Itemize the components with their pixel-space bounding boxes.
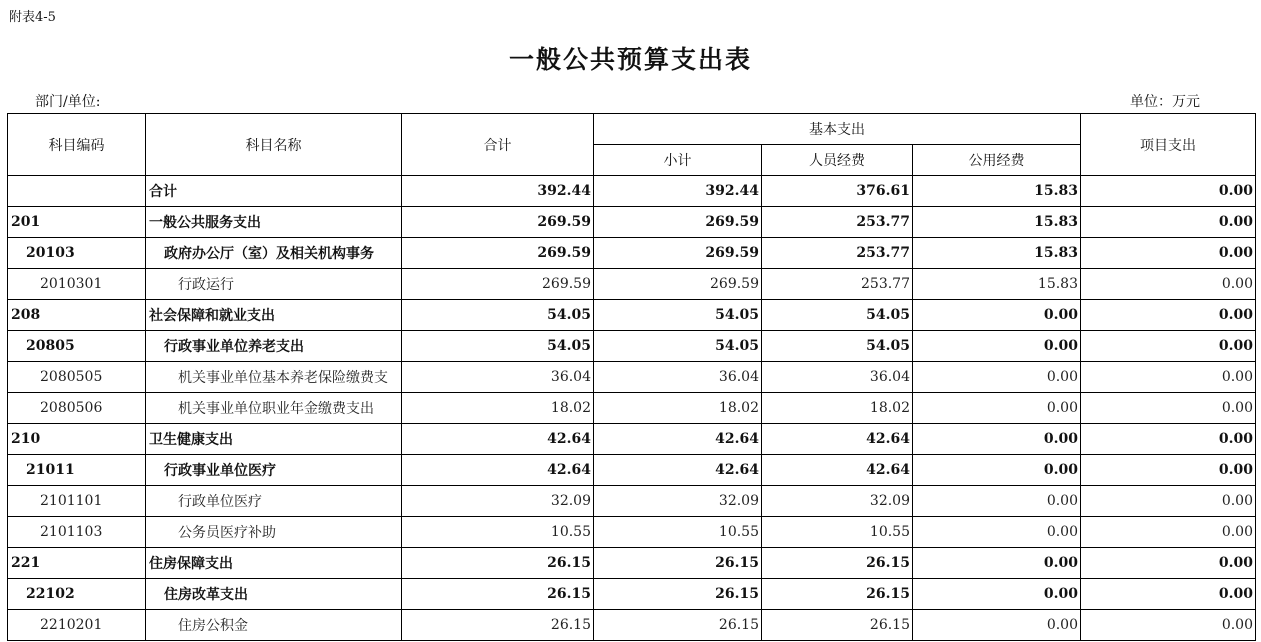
cell-personnel: 253.77 [762,207,913,238]
cell-code [8,176,146,207]
cell-personnel: 26.15 [762,610,913,641]
header-total: 合计 [402,114,594,176]
cell-public: 0.00 [913,300,1081,331]
cell-project: 0.00 [1081,269,1256,300]
table-row [8,269,1256,300]
cell-code: 208 [8,300,146,331]
cell-code: 2101101 [8,486,146,517]
cell-code: 201 [8,207,146,238]
cell-subtotal: 26.15 [594,610,762,641]
cell-name: 公务员医疗补助 [146,517,402,548]
cell-name: 行政事业单位医疗 [146,455,402,486]
cell-project: 0.00 [1081,176,1256,207]
unit-label: 单位：万元 [1130,94,1200,110]
page-title: 一般公共预算支出表 [508,45,752,74]
cell-public: 0.00 [913,579,1081,610]
header-public: 公用经费 [913,145,1081,176]
cell-code: 20805 [8,331,146,362]
cell-subtotal: 42.64 [594,424,762,455]
cell-code: 21011 [8,455,146,486]
cell-name: 卫生健康支出 [146,424,402,455]
header-name: 科目名称 [146,114,402,176]
cell-subtotal: 269.59 [594,269,762,300]
cell-subtotal: 32.09 [594,486,762,517]
cell-total: 42.64 [402,455,594,486]
cell-total: 32.09 [402,486,594,517]
cell-total: 26.15 [402,579,594,610]
cell-code: 210 [8,424,146,455]
cell-public: 15.83 [913,176,1081,207]
table-row [8,455,1256,486]
cell-project: 0.00 [1081,455,1256,486]
cell-project: 0.00 [1081,238,1256,269]
header-subtotal: 小计 [594,145,762,176]
cell-code: 20103 [8,238,146,269]
cell-subtotal: 36.04 [594,362,762,393]
table-row [8,300,1256,331]
cell-total: 36.04 [402,362,594,393]
cell-project: 0.00 [1081,362,1256,393]
cell-subtotal: 10.55 [594,517,762,548]
cell-total: 26.15 [402,610,594,641]
table-row [8,548,1256,579]
header-project: 项目支出 [1081,114,1256,176]
cell-public: 0.00 [913,424,1081,455]
cell-personnel: 10.55 [762,517,913,548]
table-row [8,238,1256,269]
cell-public: 15.83 [913,269,1081,300]
cell-public: 0.00 [913,393,1081,424]
cell-total: 269.59 [402,269,594,300]
cell-total: 42.64 [402,424,594,455]
cell-subtotal: 54.05 [594,331,762,362]
cell-project: 0.00 [1081,424,1256,455]
table-row [8,486,1256,517]
cell-name: 住房公积金 [146,610,402,641]
cell-project: 0.00 [1081,610,1256,641]
cell-project: 0.00 [1081,393,1256,424]
cell-total: 26.15 [402,548,594,579]
cell-subtotal: 54.05 [594,300,762,331]
cell-public: 0.00 [913,455,1081,486]
cell-total: 269.59 [402,238,594,269]
cell-personnel: 26.15 [762,579,913,610]
cell-total: 10.55 [402,517,594,548]
cell-name: 行政单位医疗 [146,486,402,517]
cell-personnel: 36.04 [762,362,913,393]
cell-subtotal: 392.44 [594,176,762,207]
cell-code: 2101103 [8,517,146,548]
cell-personnel: 376.61 [762,176,913,207]
cell-subtotal: 42.64 [594,455,762,486]
table-row [8,424,1256,455]
header-personnel: 人员经费 [762,145,913,176]
department-label: 部门/单位: [35,94,101,110]
cell-total: 54.05 [402,300,594,331]
cell-personnel: 42.64 [762,424,913,455]
cell-total: 269.59 [402,207,594,238]
cell-total: 392.44 [402,176,594,207]
cell-name: 行政事业单位养老支出 [146,331,402,362]
table-row [8,579,1256,610]
cell-personnel: 42.64 [762,455,913,486]
cell-code: 2210201 [8,610,146,641]
table-row [8,362,1256,393]
cell-code: 2080506 [8,393,146,424]
table-row [8,176,1256,207]
cell-project: 0.00 [1081,517,1256,548]
cell-project: 0.00 [1081,331,1256,362]
cell-name: 机关事业单位职业年金缴费支出 [146,393,402,424]
cell-code: 2080505 [8,362,146,393]
cell-public: 0.00 [913,548,1081,579]
table-row [8,393,1256,424]
table-row [8,610,1256,641]
cell-name: 合计 [146,176,402,207]
cell-project: 0.00 [1081,548,1256,579]
cell-subtotal: 26.15 [594,579,762,610]
cell-personnel: 18.02 [762,393,913,424]
cell-personnel: 54.05 [762,300,913,331]
cell-personnel: 26.15 [762,548,913,579]
cell-total: 18.02 [402,393,594,424]
header-basic: 基本支出 [594,114,1081,145]
cell-personnel: 32.09 [762,486,913,517]
cell-name: 社会保障和就业支出 [146,300,402,331]
cell-name: 住房改革支出 [146,579,402,610]
table-row [8,207,1256,238]
cell-subtotal: 18.02 [594,393,762,424]
cell-subtotal: 26.15 [594,548,762,579]
cell-project: 0.00 [1081,207,1256,238]
cell-code: 2010301 [8,269,146,300]
cell-public: 0.00 [913,362,1081,393]
table-header [8,114,1256,176]
cell-total: 54.05 [402,331,594,362]
cell-code: 221 [8,548,146,579]
appendix-ref: 附表4-5 [9,10,56,25]
cell-public: 0.00 [913,517,1081,548]
cell-project: 0.00 [1081,300,1256,331]
cell-public: 0.00 [913,331,1081,362]
cell-personnel: 253.77 [762,238,913,269]
cell-name: 一般公共服务支出 [146,207,402,238]
cell-code: 22102 [8,579,146,610]
table-row [8,517,1256,548]
cell-project: 0.00 [1081,486,1256,517]
table-row [8,331,1256,362]
cell-personnel: 54.05 [762,331,913,362]
cell-public: 0.00 [913,610,1081,641]
cell-subtotal: 269.59 [594,238,762,269]
cell-name: 政府办公厅（室）及相关机构事务 [146,238,402,269]
budget-expenditure-table [7,113,1256,641]
cell-name: 住房保障支出 [146,548,402,579]
header-code: 科目编码 [8,114,146,176]
cell-public: 0.00 [913,486,1081,517]
cell-name: 行政运行 [146,269,402,300]
cell-subtotal: 269.59 [594,207,762,238]
cell-public: 15.83 [913,238,1081,269]
cell-project: 0.00 [1081,579,1256,610]
cell-personnel: 253.77 [762,269,913,300]
cell-name: 机关事业单位基本养老保险缴费支 [146,362,402,393]
cell-public: 15.83 [913,207,1081,238]
table-body [8,176,1256,641]
